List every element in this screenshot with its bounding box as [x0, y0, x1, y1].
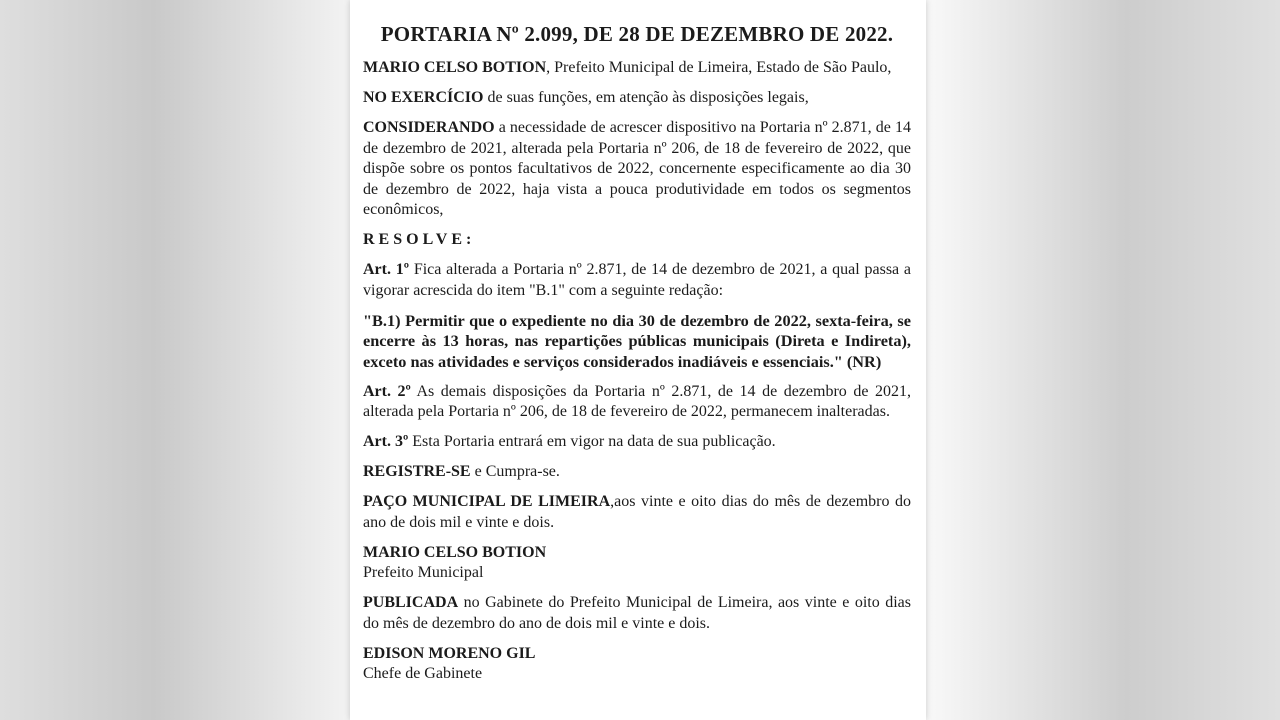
- paragraph-text: no Gabinete do Prefeito Municipal de Limeira, aos vinte e oito dias do mês de dezembro do ano de dois mil e vinte e dois.: [363, 594, 911, 632]
- paragraph-lead: REGISTRE-SE: [363, 463, 471, 480]
- signer-name: EDISON MORENO GIL: [363, 644, 536, 662]
- paragraph-lead: CONSIDERANDO: [363, 119, 495, 136]
- resolve-label: RESOLVE:: [363, 231, 476, 248]
- signature-block-chefe: [363, 644, 911, 685]
- article-text: Esta Portaria entrará em vigor na data de sua publicação.: [408, 433, 776, 450]
- resolve-heading: [363, 230, 911, 251]
- signer-role: Prefeito Municipal: [363, 564, 484, 581]
- publicada-paragraph: [363, 593, 911, 634]
- paco-paragraph: [363, 492, 911, 533]
- paragraph-lead: PAÇO MUNICIPAL DE LIMEIRA: [363, 493, 611, 510]
- article-text: As demais disposições da Portaria nº 2.871, de 14 de dezembro de 2021, alterada pela Portaria nº 206, de 18 de fevereiro de 2022, permanecem inalteradas.: [363, 382, 911, 420]
- document-content: [363, 20, 911, 694]
- quoted-provision: "B.1) Permitir que o expediente no dia 30 de dezembro de 2022, sexta-feira, se encerre às 13 horas, nas repartições públicas municipais (Direta e Indireta), exceto nas atividades e serviços considerados inadiáveis e essenciais." (NR): [363, 310, 911, 371]
- document-page: [350, 0, 926, 720]
- signer-name: MARIO CELSO BOTION: [363, 543, 547, 561]
- paragraph-text: ,aos vinte e oito dias do mês de dezembro do ano de dois mil e vinte e dois.: [363, 493, 911, 531]
- article-2: [363, 382, 911, 423]
- article-lead: Art. 1º: [363, 261, 410, 278]
- paragraph-text: a necessidade de acrescer dispositivo na Portaria nº 2.871, de 14 de dezembro de 2021, alterada pela Portaria nº 206, de 18 de fevereiro de 2022, que dispõe sobre os pontos facultativos de 2022, concernente especificamente ao dia 30 de dezembro de 2022, haja vista a pouca produtividade em todos os segmentos econômicos,: [363, 119, 911, 218]
- paragraph-lead: NO EXERCÍCIO: [363, 89, 484, 106]
- article-lead: Art. 2º: [363, 382, 411, 400]
- article-text: Fica alterada a Portaria nº 2.871, de 14 de dezembro de 2021, a qual passa a vigorar acrescida do item "B.1" com a seguinte redação:: [363, 261, 912, 299]
- signature-block-prefeito: [363, 543, 911, 584]
- article-1: [363, 260, 911, 301]
- article-3: [363, 432, 911, 453]
- paragraph-considerando: [363, 118, 911, 221]
- paragraph-exercicio: [363, 88, 911, 109]
- paragraph-lead: MARIO CELSO BOTION: [363, 59, 547, 76]
- paragraph-intro: [363, 58, 911, 79]
- article-lead: Art. 3º: [363, 433, 409, 450]
- registre-line: [363, 462, 911, 483]
- document-title: PORTARIA Nº 2.099, DE 28 DE DEZEMBRO DE 2022.: [380, 22, 894, 46]
- paragraph-lead: PUBLICADA: [363, 594, 459, 611]
- signer-role: Chefe de Gabinete: [363, 665, 483, 682]
- paragraph-text: , Prefeito Municipal de Limeira, Estado de São Paulo,: [546, 59, 892, 76]
- paragraph-text: de suas funções, em atenção às disposições legais,: [483, 89, 809, 106]
- paragraph-text: e Cumpra-se.: [470, 463, 560, 480]
